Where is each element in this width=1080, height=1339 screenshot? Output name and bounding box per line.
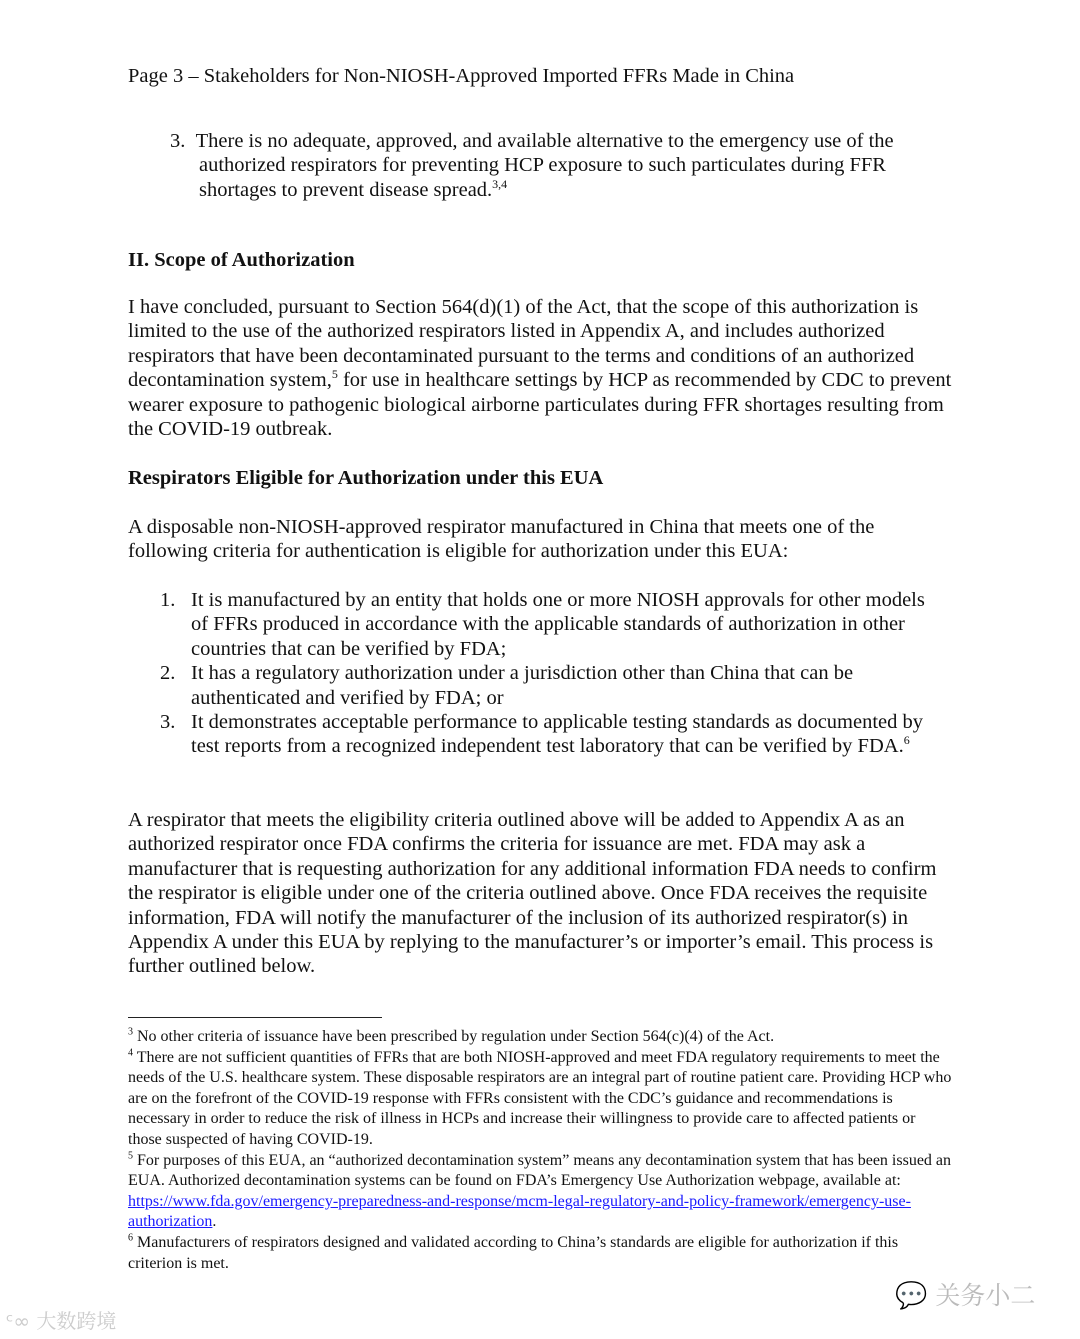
watermark-text: 关务小二 <box>935 1281 1036 1310</box>
list-item <box>128 588 933 661</box>
footnote-ref[interactable]: 5 <box>331 367 338 382</box>
footnote <box>128 1233 953 1274</box>
item-number: 1. <box>160 589 176 611</box>
item-text: It is manufactured by an entity that holds one or more NIOSH approvals for other models of FFRs produced in accordance with the applicable standards of authorization in other countries that can be verified by FDA; <box>191 589 925 660</box>
text: for use in healthcare settings by HCP as recommended by CDC to prevent wearer exposure to pathogenic biological airborne particulates during FFR shortages resulting from the COVID-19 outbreak. <box>128 369 952 441</box>
footnote-text: No other criteria of issuance have been prescribed by regulation under Section 564(c)(4) of the Act. <box>133 1028 775 1045</box>
watermark-text: 大数跨境 <box>36 1309 117 1333</box>
fda-eua-link[interactable]: https://www.fda.gov/emergency-preparedness-and-response/mcm-legal-regulatory-and-policy-framework/emergency-use-authorization <box>128 1192 911 1231</box>
footnote <box>128 1151 953 1233</box>
text: I have concluded, pursuant to Section 564(d)(1) of the Act, that the scope of this authorization is limited to the use of the authorized respirators listed in Appendix A, and includes authorized respirators that have been decontaminated pursuant to the terms and conditions of an authorized decontamination system, <box>128 296 919 392</box>
list-item <box>170 129 959 202</box>
footnote-number: 6 <box>128 1232 133 1244</box>
wechat-icon: 💬 <box>895 1281 928 1311</box>
footnote-text: Manufacturers of respirators designed and validated according to China’s standards are eligible for authorization if this criterion is met. <box>128 1233 899 1272</box>
footnote <box>128 1027 953 1048</box>
punctuation: . <box>212 1213 217 1231</box>
item-number: 3. <box>170 130 186 152</box>
footnote-number: 3 <box>128 1026 133 1038</box>
scope-paragraph <box>128 295 958 441</box>
watermark-left <box>6 1305 116 1334</box>
subsection-heading: Respirators Eligible for Authorization under this EUA <box>128 467 604 489</box>
footnote-text: There are not sufficient quantities of FFRs that are both NIOSH-approved and meet FDA regulatory requirements to meet the needs of the U.S. healthcare system. These disposable respirators are an integral part of routine patient care. Providing HCP who are on the forefront of the COVID-19 response with FFRs consistent with the CDC’s guidance and recommendations is necessary in order to reduce the risk of illness in HCPs and increase their willingness to provide care to affected patients or those suspected of having COVID-19. <box>128 1048 952 1148</box>
list-item <box>128 661 933 710</box>
footnote-number: 5 <box>128 1150 133 1162</box>
footnotes <box>128 1027 953 1274</box>
item-text: There is no adequate, approved, and available alternative to the emergency use of the authorized respirators for preventing HCP exposure to such particulates during FFR shortages to prevent disease spread. <box>195 130 894 201</box>
footnote-divider <box>128 1017 382 1018</box>
closing-paragraph: A respirator that meets the eligibility criteria outlined above will be added to Appendix A as an authorized respirator once FDA confirms the criteria for issuance are met. FDA may ask a manufacturer that is requesting authorization for any additional information FDA needs to confirm the respirator is eligible under one of the criteria outlined above. Once FDA receives the requisite information, FDA will notify the manufacturer of the inclusion of its authorized respirator(s) in Appendix A under this EUA by replying to the manufacturer’s or importer’s email. This process is further outlined below. <box>128 809 937 978</box>
criteria-list <box>128 588 933 759</box>
footnote-ref[interactable]: 3,4 <box>492 176 508 191</box>
footnote-ref[interactable]: 6 <box>903 733 910 748</box>
footnote-number: 4 <box>128 1047 133 1059</box>
logo-icon: ᶜ∞ <box>6 1309 31 1333</box>
item-number: 2. <box>160 662 176 685</box>
section-heading: II. Scope of Authorization <box>128 249 355 271</box>
item-text: It has a regulatory authorization under a jurisdiction other than China that can be authenticated and verified by FDA; or <box>191 662 854 709</box>
item-text: It demonstrates acceptable performance to applicable testing standards as documented by test reports from a recognized independent test laboratory that can be verified by FDA. <box>191 711 924 758</box>
eligible-intro: A disposable non-NIOSH-approved respirator manufactured in China that meets one of the following criteria for authentication is eligible for authorization under this EUA: <box>128 516 875 563</box>
list-item <box>128 710 933 759</box>
page-header: Page 3 – Stakeholders for Non-NIOSH-Approved Imported FFRs Made in China <box>128 65 795 87</box>
item-number: 3. <box>160 711 176 734</box>
footnote <box>128 1048 953 1151</box>
watermark-right <box>895 1276 1035 1312</box>
footnote-text: For purposes of this EUA, an “authorized decontamination system” means any decontamination system that has been issued an EUA. Authorized decontamination systems can be found on FDA’s Emergency Use Authorization webpage, available at: <box>128 1151 952 1190</box>
